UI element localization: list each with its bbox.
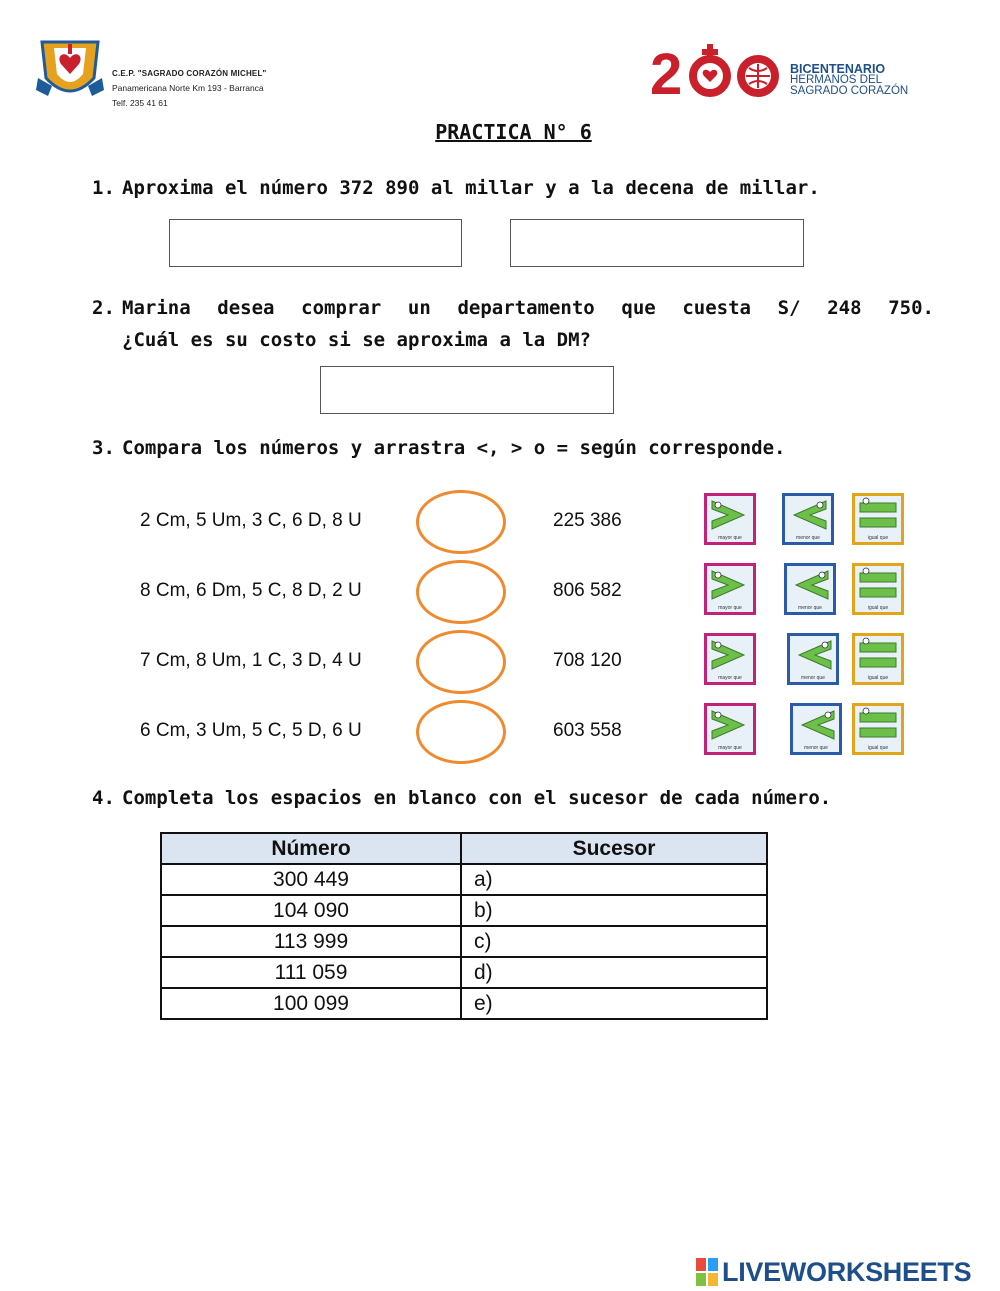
table-row bbox=[161, 864, 767, 895]
greater-than-card[interactable] bbox=[704, 493, 756, 545]
question-4 bbox=[92, 782, 831, 814]
comparison-drop-target[interactable] bbox=[416, 490, 506, 554]
question-2-number: 2. bbox=[92, 297, 115, 319]
card-label: mayor que bbox=[718, 535, 742, 541]
equal-card[interactable] bbox=[852, 633, 904, 685]
number-cell: 104 090 bbox=[161, 895, 461, 926]
question-1-number: 1. bbox=[92, 177, 115, 199]
comparison-right: 806 582 bbox=[553, 580, 622, 601]
q2-word: desea bbox=[217, 297, 275, 319]
question-3-text: Compara los números y arrastra <, > o = según corresponde. bbox=[122, 437, 786, 459]
number-cell: 100 099 bbox=[161, 988, 461, 1019]
comparison-left: 6 Cm, 3 Um, 5 C, 5 D, 6 U bbox=[140, 720, 362, 741]
card-label: igual que bbox=[867, 605, 889, 611]
school-crest-logo bbox=[34, 34, 106, 106]
question-2-line1 bbox=[92, 292, 934, 324]
comparison-left: 7 Cm, 8 Um, 1 C, 3 D, 4 U bbox=[140, 650, 362, 671]
question-4-text: Completa los espacios en blanco con el sucesor de cada número. bbox=[122, 787, 832, 809]
school-info bbox=[112, 66, 267, 111]
card-label: menor que bbox=[798, 605, 822, 611]
card-label: igual que bbox=[867, 745, 889, 751]
question-3 bbox=[92, 432, 785, 464]
q2-answer[interactable] bbox=[320, 366, 614, 414]
question-4-number: 4. bbox=[92, 787, 115, 809]
table-row bbox=[161, 957, 767, 988]
q2-word: 750. bbox=[888, 297, 934, 319]
successor-cell[interactable]: d) bbox=[461, 957, 767, 988]
card-label: igual que bbox=[867, 675, 889, 681]
question-1 bbox=[92, 172, 820, 204]
bicentenario-line2: HERMANOS DEL bbox=[790, 74, 883, 86]
equal-card[interactable] bbox=[852, 563, 904, 615]
comparison-right: 708 120 bbox=[553, 650, 622, 671]
greater-than-card[interactable] bbox=[704, 563, 756, 615]
q2-word: comprar bbox=[301, 297, 382, 319]
comparison-right: 225 386 bbox=[553, 510, 622, 531]
card-label: menor que bbox=[796, 535, 820, 541]
school-phone: Telf. 235 41 61 bbox=[112, 98, 168, 108]
successor-cell[interactable]: b) bbox=[461, 895, 767, 926]
less-than-card[interactable] bbox=[784, 563, 836, 615]
comparison-drop-target[interactable] bbox=[416, 630, 506, 694]
card-label: mayor que bbox=[718, 675, 742, 681]
liveworksheets-text: LIVEWORKSHEETS bbox=[722, 1256, 972, 1287]
q2-word: S/ bbox=[777, 297, 801, 319]
q2-word: cuesta bbox=[682, 297, 751, 319]
successor-table bbox=[160, 832, 768, 1020]
less-than-card[interactable] bbox=[790, 703, 842, 755]
successor-cell[interactable]: a) bbox=[461, 864, 767, 895]
q2-word: un bbox=[407, 297, 431, 319]
card-label: menor que bbox=[801, 675, 825, 681]
question-3-number: 3. bbox=[92, 437, 115, 459]
q2-word: 248 bbox=[827, 297, 862, 319]
number-cell: 113 999 bbox=[161, 926, 461, 957]
less-than-card[interactable] bbox=[787, 633, 839, 685]
question-2-line2: ¿Cuál es su costo si se aproxima a la DM? bbox=[122, 329, 591, 351]
q2-word: que bbox=[621, 297, 656, 319]
number-cell: 300 449 bbox=[161, 864, 461, 895]
card-label: igual que bbox=[867, 535, 889, 541]
question-1-text: Aproxima el número 372 890 al millar y a la decena de millar. bbox=[122, 177, 820, 199]
comparison-row bbox=[0, 556, 1000, 626]
page-title: PRACTICA N° 6 bbox=[435, 120, 592, 144]
greater-than-card[interactable] bbox=[704, 703, 756, 755]
equal-card[interactable] bbox=[852, 493, 904, 545]
table-row bbox=[161, 926, 767, 957]
table-row bbox=[161, 895, 767, 926]
comparison-row bbox=[0, 626, 1000, 696]
comparison-row bbox=[0, 486, 1000, 556]
comparison-right: 603 558 bbox=[553, 720, 622, 741]
question-2 bbox=[92, 292, 934, 356]
comparison-left: 2 Cm, 5 Um, 3 C, 6 D, 8 U bbox=[140, 510, 362, 531]
comparison-drop-target[interactable] bbox=[416, 560, 506, 624]
equal-card[interactable] bbox=[852, 703, 904, 755]
school-name: C.E.P. "SAGRADO CORAZÓN MICHEL" bbox=[112, 69, 267, 78]
q1-answer-decena-millar[interactable] bbox=[510, 219, 804, 267]
bicentenario-logo bbox=[650, 40, 785, 100]
liveworksheets-brand bbox=[696, 1256, 971, 1288]
bicentenario-line3: SAGRADO CORAZÓN bbox=[790, 85, 909, 97]
comparison-left: 8 Cm, 6 Dm, 5 C, 8 D, 2 U bbox=[140, 580, 362, 601]
header-numero: Número bbox=[161, 833, 461, 864]
successor-cell[interactable]: c) bbox=[461, 926, 767, 957]
logo-digit-2: 2 bbox=[650, 42, 683, 100]
bicentenario-line1: BICENTENARIO bbox=[790, 62, 886, 76]
school-address: Panamericana Norte Km 193 - Barranca bbox=[112, 83, 264, 93]
greater-than-card[interactable] bbox=[704, 633, 756, 685]
comparison-drop-target[interactable] bbox=[416, 700, 506, 764]
q1-answer-millar[interactable] bbox=[169, 219, 462, 267]
q2-word: Marina bbox=[122, 297, 191, 319]
less-than-card[interactable] bbox=[782, 493, 834, 545]
bicentenario-text bbox=[790, 64, 908, 97]
liveworksheets-icon bbox=[696, 1258, 718, 1286]
card-label: mayor que bbox=[718, 745, 742, 751]
table-header-row bbox=[161, 833, 767, 864]
number-cell: 111 059 bbox=[161, 957, 461, 988]
successor-cell[interactable]: e) bbox=[461, 988, 767, 1019]
question-2-number-and-word bbox=[92, 292, 191, 324]
comparison-row bbox=[0, 696, 1000, 766]
card-label: mayor que bbox=[718, 605, 742, 611]
q2-word: departamento bbox=[457, 297, 595, 319]
header-sucesor: Sucesor bbox=[461, 833, 767, 864]
table-row bbox=[161, 988, 767, 1019]
card-label: menor que bbox=[804, 745, 828, 751]
